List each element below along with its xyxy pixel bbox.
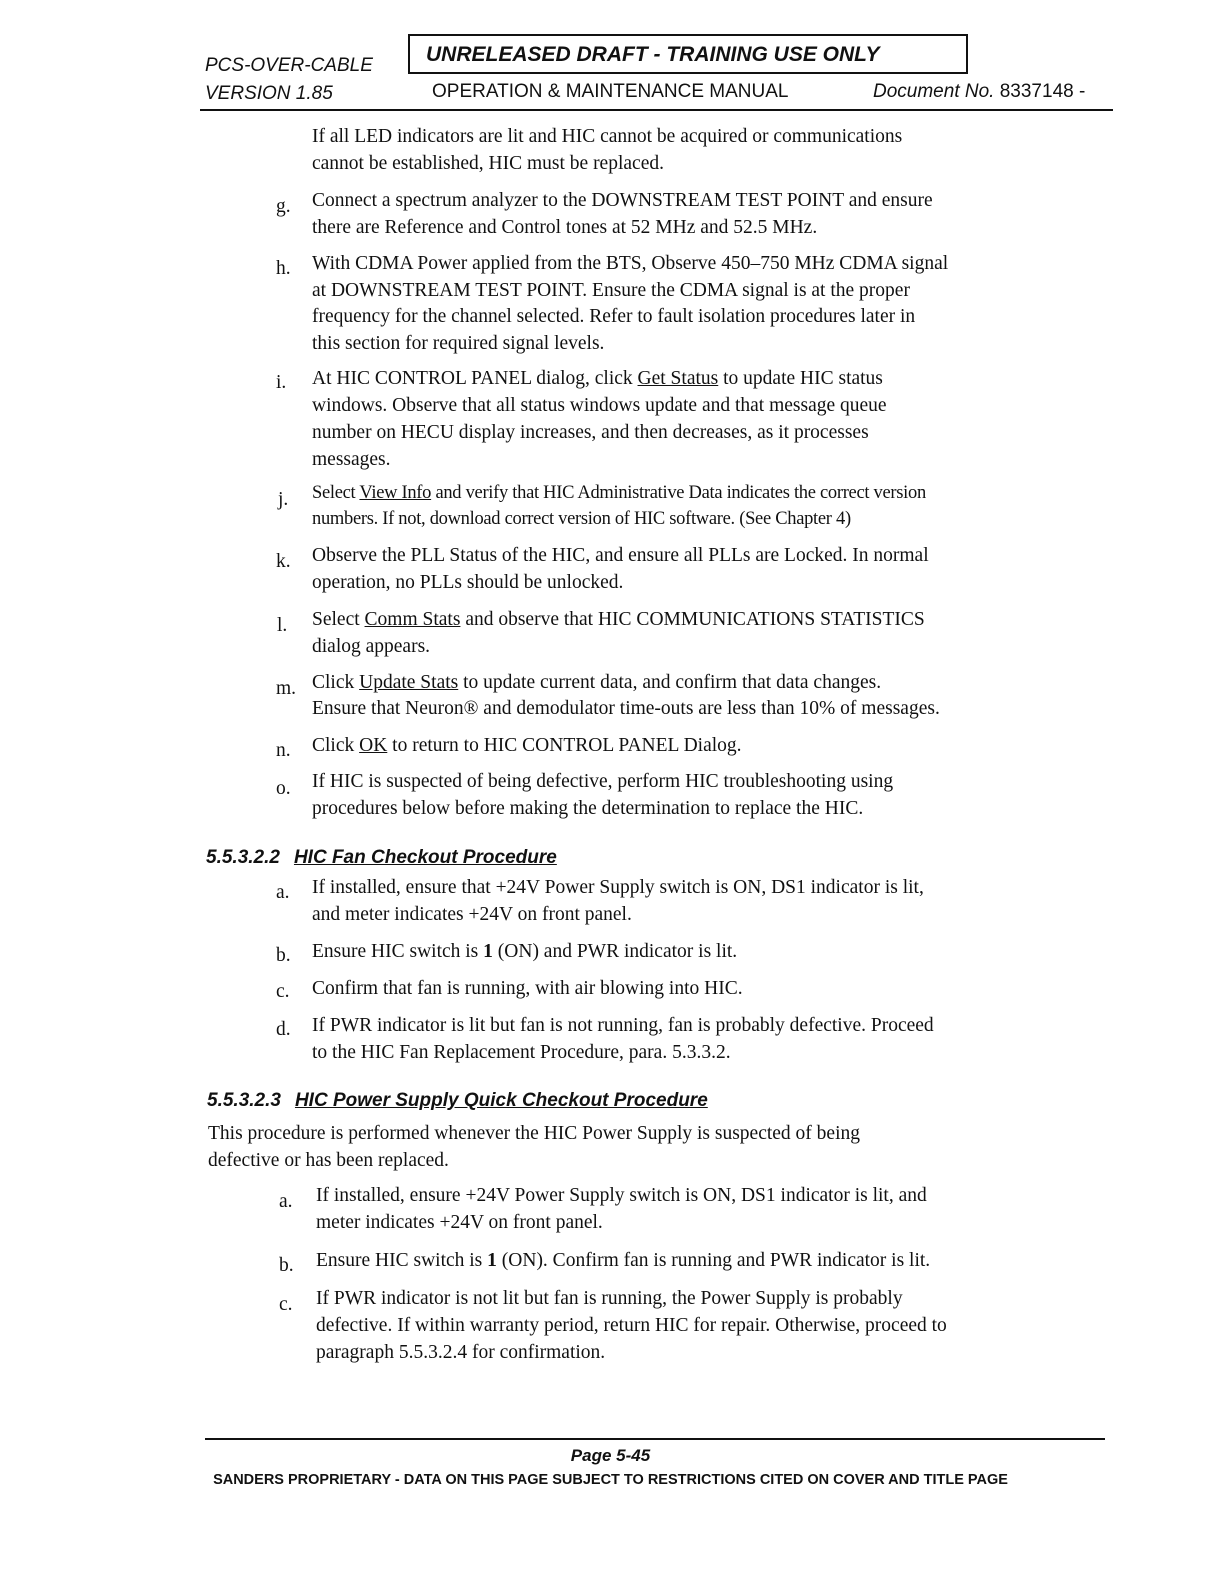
intro-line-2: cannot be established, HIC must be replaced. <box>312 153 664 174</box>
fan-item-d-label: d. <box>276 1019 291 1040</box>
fan-item-d-line-1: If PWR indicator is lit but fan is not running, fan is probably defective. Proceed <box>312 1015 934 1036</box>
item-n-label: n. <box>276 740 291 761</box>
item-h-line-3: frequency for the channel selected. Refer to fault isolation procedures later in <box>312 306 916 327</box>
ps-item-c-line-3: paragraph 5.5.3.2.4 for confirmation. <box>316 1342 606 1363</box>
comm-stats-link[interactable]: Comm Stats <box>364 609 461 630</box>
item-i-line-3: number on HECU display increases, and then decreases, as it processes <box>312 422 869 443</box>
footer-rule <box>205 1438 1105 1440</box>
section-heading-fan-checkout <box>206 847 557 869</box>
fan-item-a-line-2: and meter indicates +24V on front panel. <box>312 904 632 925</box>
item-j-line-2: numbers. If not, download correct version of HIC software. (See Chapter 4) <box>312 509 851 529</box>
item-g-label: g. <box>276 196 291 217</box>
section2-intro-line-1: This procedure is performed whenever the HIC Power Supply is suspected of being <box>208 1123 861 1144</box>
draft-banner-box <box>408 34 968 74</box>
item-k-label: k. <box>276 551 291 572</box>
page-number: Page 5-45 <box>570 1446 651 1465</box>
section-title: HIC Fan Checkout Procedure <box>293 847 557 868</box>
item-l-line-1: Select Comm Stats and observe that HIC COMMUNICATIONS STATISTICS <box>312 609 925 630</box>
doc-label: Document No. <box>873 81 995 102</box>
ok-link[interactable]: OK <box>359 735 388 756</box>
ps-item-c-line-2: defective. If within warranty period, return HIC for repair. Otherwise, proceed to <box>316 1315 947 1336</box>
view-info-link[interactable]: View Info <box>359 483 432 503</box>
ps-item-b-label: b. <box>279 1255 294 1276</box>
fan-item-d-line-2: to the HIC Fan Replacement Procedure, para. 5.3.3.2. <box>312 1042 731 1063</box>
get-status-link[interactable]: Get Status <box>637 368 719 389</box>
section-title: HIC Power Supply Quick Checkout Procedure <box>294 1090 708 1111</box>
fan-item-a-line-1: If installed, ensure that +24V Power Supply switch is ON, DS1 indicator is lit, <box>312 877 924 898</box>
item-i-label: i. <box>276 372 287 393</box>
fan-item-c-label: c. <box>276 981 290 1002</box>
item-g-line-2: there are Reference and Control tones at 52 MHz and 52.5 MHz. <box>312 217 818 238</box>
header-manual-title: OPERATION & MAINTENANCE MANUAL <box>432 81 789 102</box>
fan-item-b-line-1: Ensure HIC switch is 1 (ON) and PWR indicator is lit. <box>312 941 738 962</box>
ps-item-a-label: a. <box>279 1191 293 1212</box>
item-m-line-2: Ensure that Neuron® and demodulator time-outs are less than 10% of messages. <box>312 698 940 719</box>
item-i-line-2: windows. Observe that all status windows update and that message queue <box>312 395 887 416</box>
item-h-line-2: at DOWNSTREAM TEST POINT. Ensure the CDMA signal is at the proper <box>312 280 910 301</box>
item-n-line-1: Click OK to return to HIC CONTROL PANEL Dialog. <box>312 735 742 756</box>
ps-item-a-line-2: meter indicates +24V on front panel. <box>316 1212 603 1233</box>
item-m-label: m. <box>276 678 297 699</box>
item-h-line-4: this section for required signal levels. <box>312 333 605 354</box>
item-m-line-1: Click Update Stats to update current data, and confirm that data changes. <box>312 672 882 693</box>
proprietary-notice: SANDERS PROPRIETARY - DATA ON THIS PAGE SUBJECT TO RESTRICTIONS CITED ON COVER AND TITLE PAGE <box>213 1472 1008 1488</box>
fan-item-b-label: b. <box>276 945 291 966</box>
fan-item-c-line-1: Confirm that fan is running, with air blowing into HIC. <box>312 978 743 999</box>
item-o-label: o. <box>276 778 291 799</box>
header-rule <box>200 109 1113 111</box>
ps-item-b-line-1: Ensure HIC switch is 1 (ON). Confirm fan is running and PWR indicator is lit. <box>316 1250 931 1271</box>
item-h-line-1: With CDMA Power applied from the BTS, Observe 450–750 MHz CDMA signal <box>312 253 949 274</box>
header-version: VERSION 1.85 <box>205 83 333 104</box>
section-number: 5.5.3.2.2 <box>206 847 280 868</box>
item-i-line-1: At HIC CONTROL PANEL dialog, click Get Status to update HIC status <box>312 368 883 389</box>
section2-intro-line-2: defective or has been replaced. <box>208 1150 449 1171</box>
update-stats-link[interactable]: Update Stats <box>359 672 459 693</box>
section-heading-power-supply-checkout <box>207 1090 708 1112</box>
item-k-line-2: operation, no PLLs should be unlocked. <box>312 572 624 593</box>
ps-item-c-label: c. <box>279 1294 293 1315</box>
draft-banner-text: UNRELEASED DRAFT - TRAINING USE ONLY <box>426 43 880 66</box>
section-number: 5.5.3.2.3 <box>207 1090 281 1111</box>
item-j-label: j. <box>278 489 289 510</box>
header-document-number <box>873 81 1085 103</box>
item-g-line-1: Connect a spectrum analyzer to the DOWNSTREAM TEST POINT and ensure <box>312 190 933 211</box>
item-h-label: h. <box>276 258 291 279</box>
intro-line-1: If all LED indicators are lit and HIC cannot be acquired or communications <box>312 126 903 147</box>
item-j-line-1: Select View Info and verify that HIC Administrative Data indicates the correct version <box>312 483 926 503</box>
item-o-line-2: procedures below before making the determination to replace the HIC. <box>312 798 864 819</box>
doc-number: 8337148 - <box>999 81 1086 102</box>
item-i-line-4: messages. <box>312 449 391 470</box>
item-o-line-1: If HIC is suspected of being defective, perform HIC troubleshooting using <box>312 771 894 792</box>
ps-item-c-line-1: If PWR indicator is not lit but fan is running, the Power Supply is probably <box>316 1288 903 1309</box>
item-k-line-1: Observe the PLL Status of the HIC, and ensure all PLLs are Locked. In normal <box>312 545 929 566</box>
fan-item-a-label: a. <box>276 882 290 903</box>
item-l-label: l. <box>277 615 288 636</box>
ps-item-a-line-1: If installed, ensure +24V Power Supply switch is ON, DS1 indicator is lit, and <box>316 1185 927 1206</box>
item-l-line-2: dialog appears. <box>312 636 431 657</box>
header-product-name: PCS-OVER-CABLE <box>205 55 373 76</box>
